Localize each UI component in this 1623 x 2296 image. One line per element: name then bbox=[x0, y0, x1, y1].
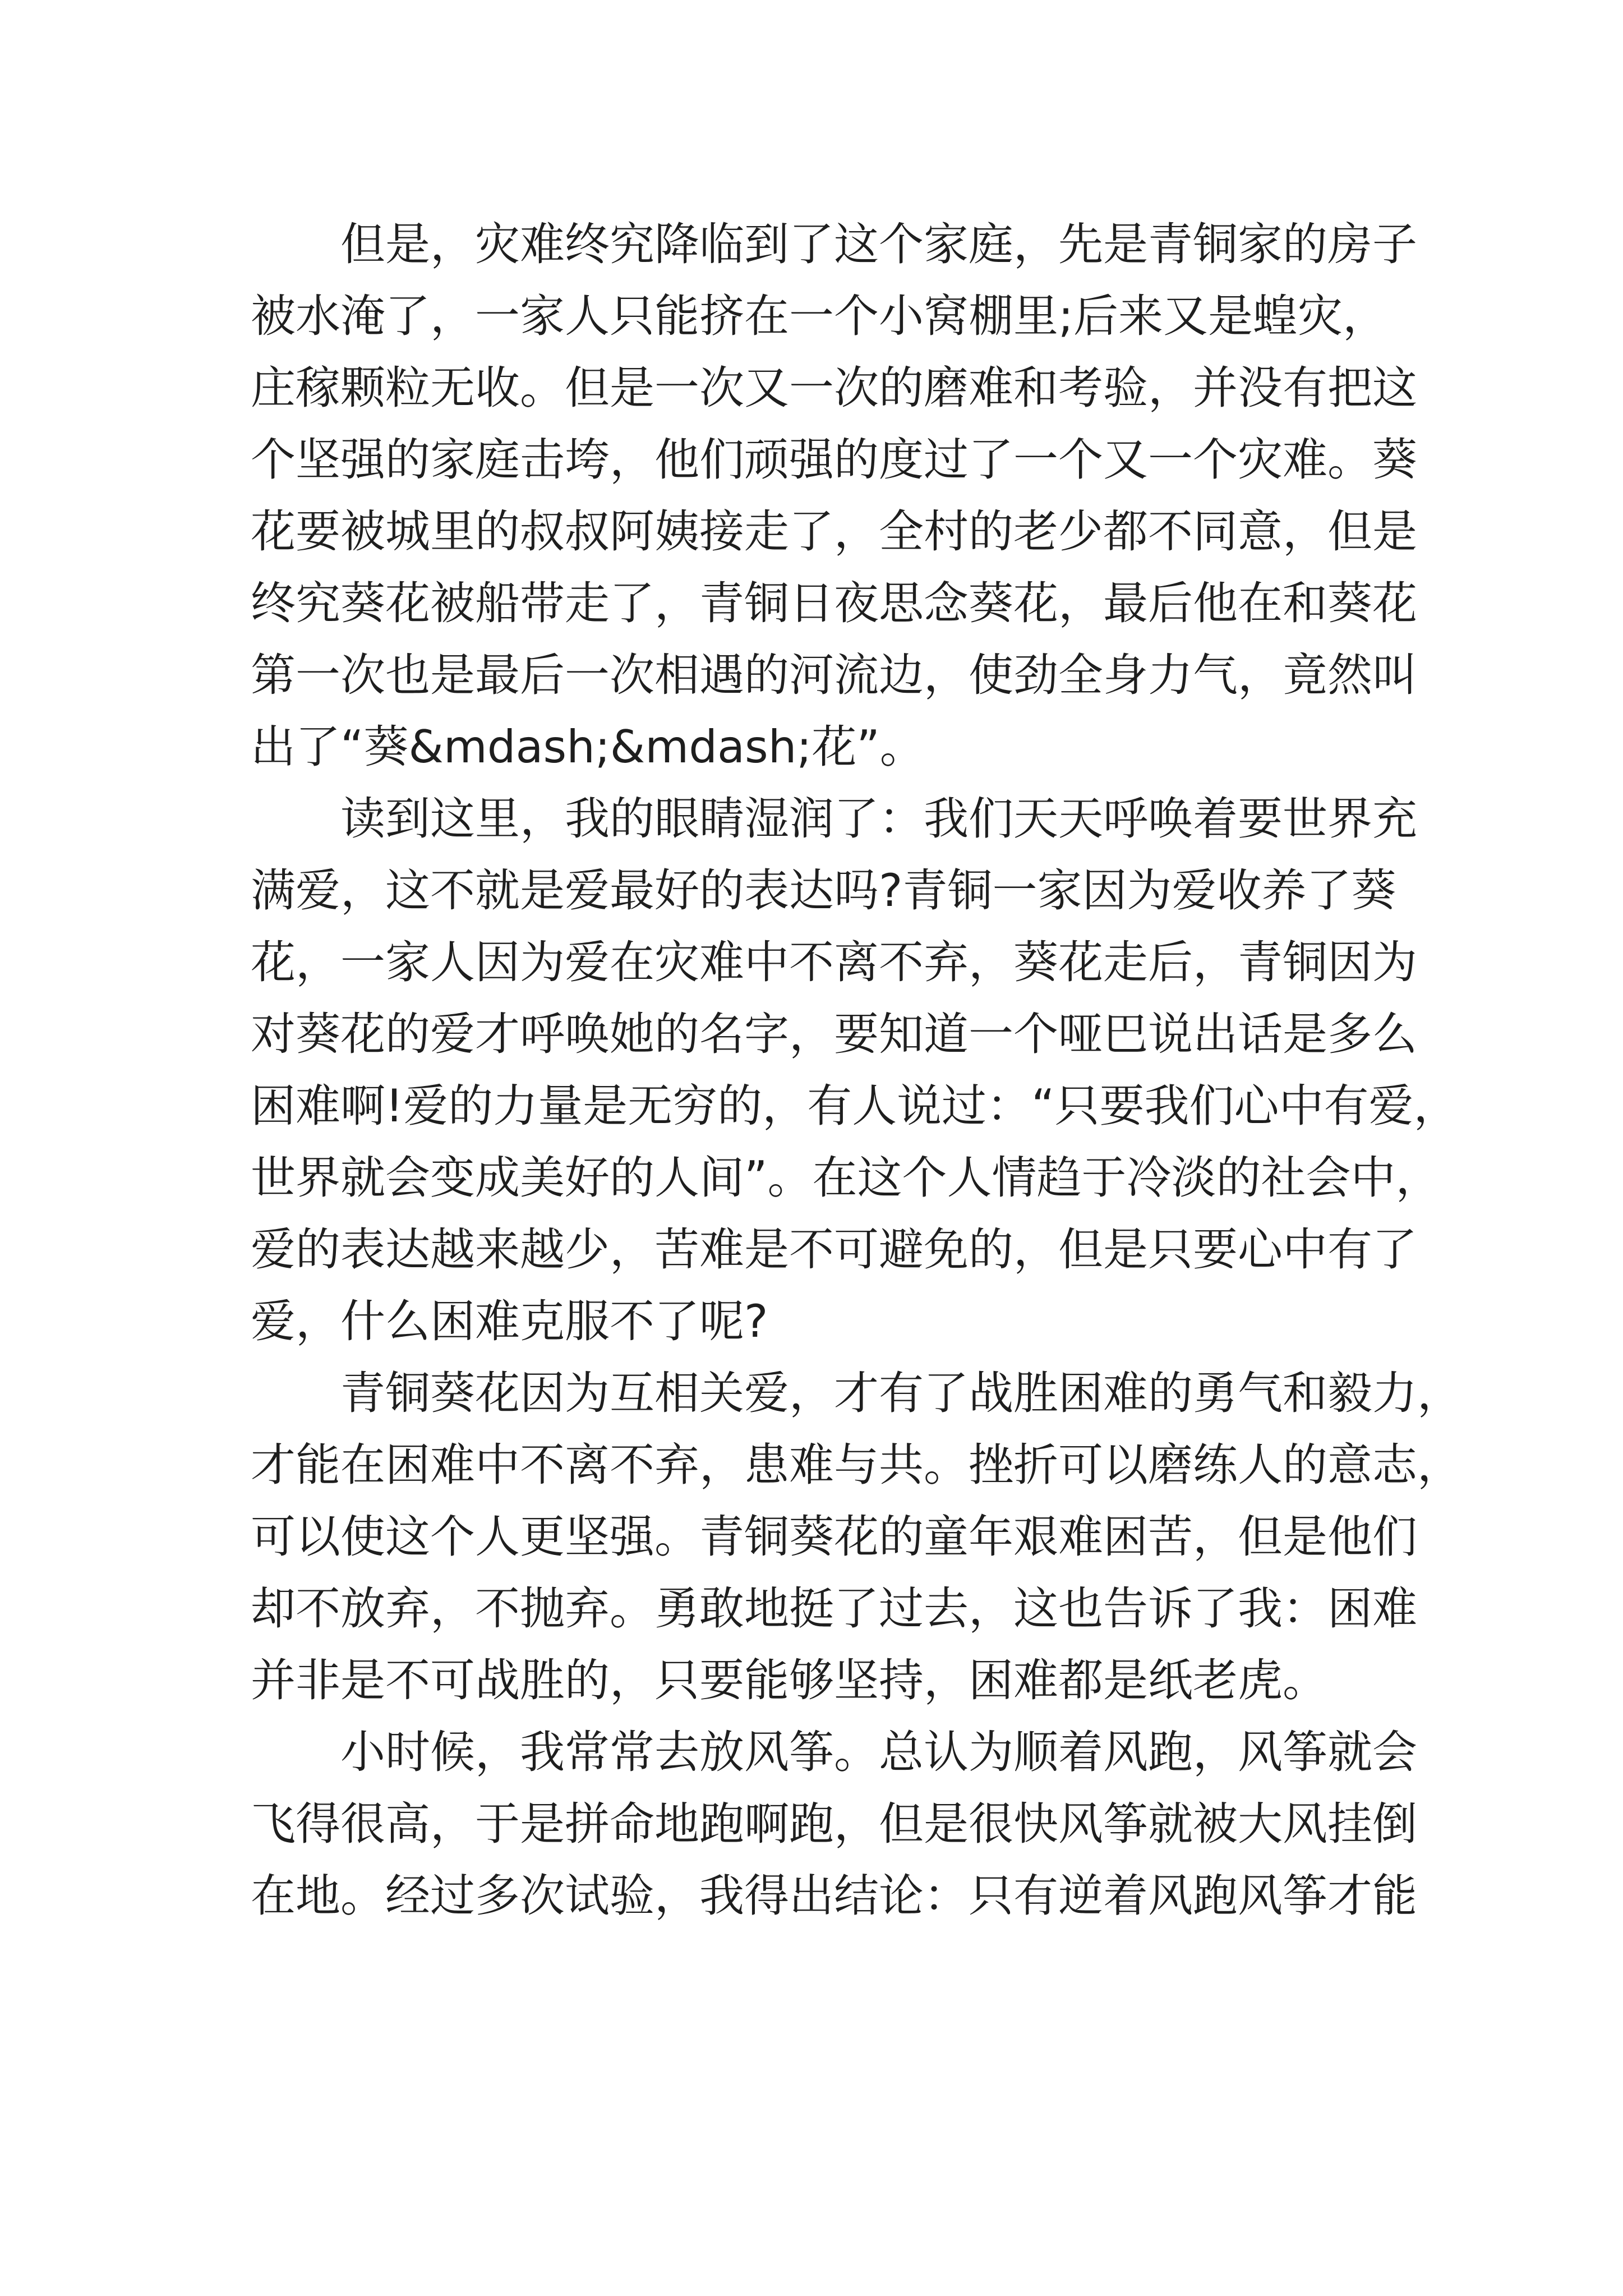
paragraph-1 bbox=[251, 209, 1417, 783]
text-line: 终究葵花被船带走了，青铜日夜思念葵花，最后他在和葵花 bbox=[251, 577, 1417, 629]
text-line: 满爱，这不就是爱最好的表达吗?青铜一家因为爱收养了葵 bbox=[251, 864, 1396, 917]
text-line: 飞得很高，于是拼命地跑啊跑，但是很快风筝就被大风挂倒 bbox=[251, 1798, 1417, 1850]
text-line: 爱的表达越来越少，苦难是不可避免的，但是只要心中有了 bbox=[251, 1223, 1417, 1276]
text-line: 困难啊!爱的力量是无穷的，有人说过：“只要我们心中有爱， bbox=[251, 1080, 1459, 1132]
text-line: 庄稼颗粒无收。但是一次又一次的磨难和考验，并没有把这 bbox=[251, 362, 1417, 414]
text-line: 对葵花的爱才呼唤她的名字，要知道一个哑巴说出话是多么 bbox=[251, 1008, 1417, 1060]
text-line: 个坚强的家庭击垮，他们顽强的度过了一个又一个灾难。葵 bbox=[251, 434, 1417, 486]
text-line: 在地。经过多次试验，我得出结论：只有逆着风跑风筝才能 bbox=[251, 1870, 1417, 1922]
text-line: 出了“葵&mdash;&mdash;花”。 bbox=[251, 721, 925, 773]
text-line: 可以使这个人更坚强。青铜葵花的童年艰难困苦，但是他们 bbox=[251, 1511, 1417, 1563]
text-line: 小时候，我常常去放风筝。总认为顺着风跑，风筝就会 bbox=[251, 1726, 1417, 1778]
body-text bbox=[251, 209, 1462, 1932]
text-line: 爱，什么困难克服不了呢? bbox=[251, 1295, 768, 1347]
text-line: 花，一家人因为爱在灾难中不离不弃，葵花走后，青铜因为 bbox=[251, 936, 1417, 988]
text-line: 世界就会变成美好的人间”。在这个人情趋于冷淡的社会中， bbox=[251, 1152, 1441, 1204]
text-line: 第一次也是最后一次相遇的河流边，使劲全身力气，竟然叫 bbox=[251, 649, 1417, 701]
text-line: 但是，灾难终究降临到了这个家庭，先是青铜家的房子 bbox=[251, 218, 1417, 270]
paragraph-4 bbox=[251, 1717, 1417, 1932]
text-line: 被水淹了，一家人只能挤在一个小窝棚里;后来又是蝗灾， bbox=[251, 290, 1387, 342]
paragraph-2 bbox=[251, 783, 1459, 1358]
text-line: 才能在困难中不离不弃，患难与共。挫折可以磨练人的意志， bbox=[251, 1439, 1462, 1491]
text-line: 青铜葵花因为互相关爱，才有了战胜困难的勇气和毅力， bbox=[251, 1367, 1462, 1419]
text-line: 并非是不可战胜的，只要能够坚持，困难都是纸老虎。 bbox=[251, 1654, 1327, 1706]
paragraph-3 bbox=[251, 1358, 1462, 1717]
text-line: 花要被城里的叔叔阿姨接走了，全村的老少都不同意，但是 bbox=[251, 505, 1417, 558]
text-line: 读到这里，我的眼睛湿润了：我们天天呼唤着要世界充 bbox=[251, 793, 1417, 845]
text-line: 却不放弃，不抛弃。勇敢地挺了过去，这也告诉了我：困难 bbox=[251, 1582, 1417, 1635]
